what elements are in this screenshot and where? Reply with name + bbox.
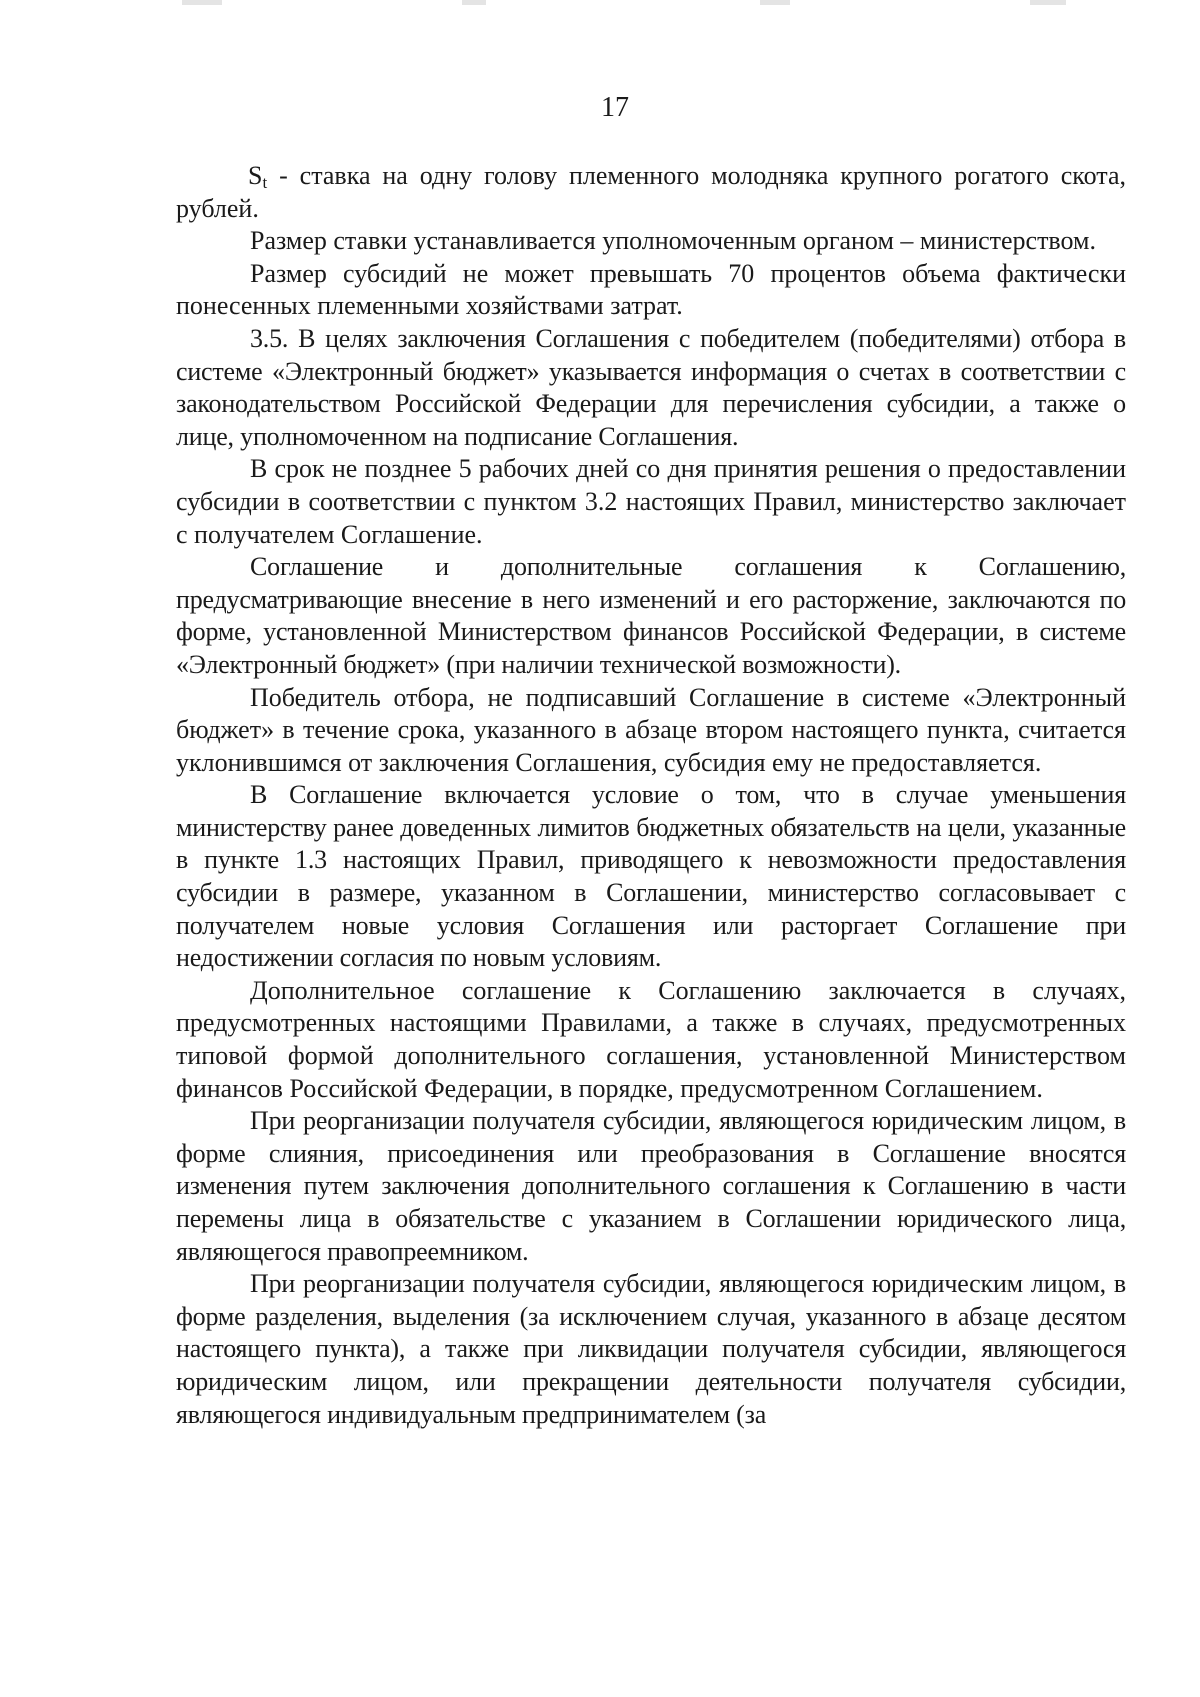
formula-symbol: S: [248, 161, 263, 190]
formula-definition-text: - ставка на одну голову племенного молодняка крупного рогатого скота, рублей.: [176, 161, 1126, 223]
paragraph: Победитель отбора, не подписавший Соглашение в системе «Электронный бюджет» в течение срока, указанного в абзаце втором настоящего пункта, считается уклонившимся от заключения Соглашения, субсидия ему не предоставляется.: [176, 682, 1126, 777]
paragraph: В Соглашение включается условие о том, что в случае уменьшения министерству ранее доведенных лимитов бюджетных обязательств на цели, указанные в пункте 1.3 настоящих Правил, приводящего к невозможности предоставления субсидии в размере, указанном в Соглашении, министерство согласовывает с получателем новые условия Соглашения или расторгает Соглашение при недостижении согласия по новым условиям.: [176, 780, 1126, 973]
paragraph: В срок не позднее 5 рабочих дней со дня принятия решения о предоставлении субсидии в соответствии с пунктом 3.2 настоящих Правил, министерство заключает с получателем Соглашение.: [176, 454, 1126, 549]
paragraph: Размер ставки устанавливается уполномоченным органом – министерством.: [250, 226, 1096, 256]
formula-term-definition: [176, 160, 1126, 225]
scan-artifact: [760, 0, 790, 5]
scan-artifact: [462, 0, 486, 5]
paragraph: При реорганизации получателя субсидии, являющегося юридическим лицом, в форме слияния, присоединения или преобразования в Соглашение вносятся изменения путем заключения дополнительного соглашения к Соглашению в части перемены лица в обязательстве с указанием в Соглашении юридического лица, являющегося правопреемником.: [176, 1106, 1126, 1266]
formula-subscript: t: [262, 173, 268, 192]
paragraph: Размер субсидий не может превышать 70 процентов объема фактически понесенных племенными хозяйствами затрат.: [176, 258, 1126, 321]
scan-artifact: [182, 0, 222, 5]
scan-artifact: [1030, 0, 1066, 5]
paragraph: Дополнительное соглашение к Соглашению заключается в случаях, предусмотренных настоящими Правилами, а также в случаях, предусмотренных типовой формой дополнительного соглашения, установленной Министерством финансов Российской Федерации, в порядке, предусмотренном Соглашением.: [176, 975, 1126, 1103]
document-body: [176, 160, 1126, 1431]
paragraph: При реорганизации получателя субсидии, являющегося юридическим лицом, в форме разделения, выделения (за исключением случая, указанного в абзаце десятом настоящего пункта), а также при ликвидации получателя субсидии, являющегося юридическим лицом, или прекращении деятельности получателя субсидии, являющегося индивидуальным предпринимателем (за: [176, 1269, 1126, 1429]
paragraph: Соглашение и дополнительные соглашения к Соглашению, предусматривающие внесение в него изменений и его расторжение, заключаются по форме, установленной Министерством финансов Российской Федерации, в системе «Электронный бюджет» (при наличии технической возможности).: [176, 552, 1126, 679]
paragraph: 3.5. В целях заключения Соглашения с победителем (победителями) отбора в системе «Электронный бюджет» указывается информация о счетах в соответствии с законодательством Российской Федерации для перечисления субсидии, а также о лице, уполномоченном на подписание Соглашения.: [176, 323, 1126, 451]
page-number: 17: [601, 92, 629, 123]
